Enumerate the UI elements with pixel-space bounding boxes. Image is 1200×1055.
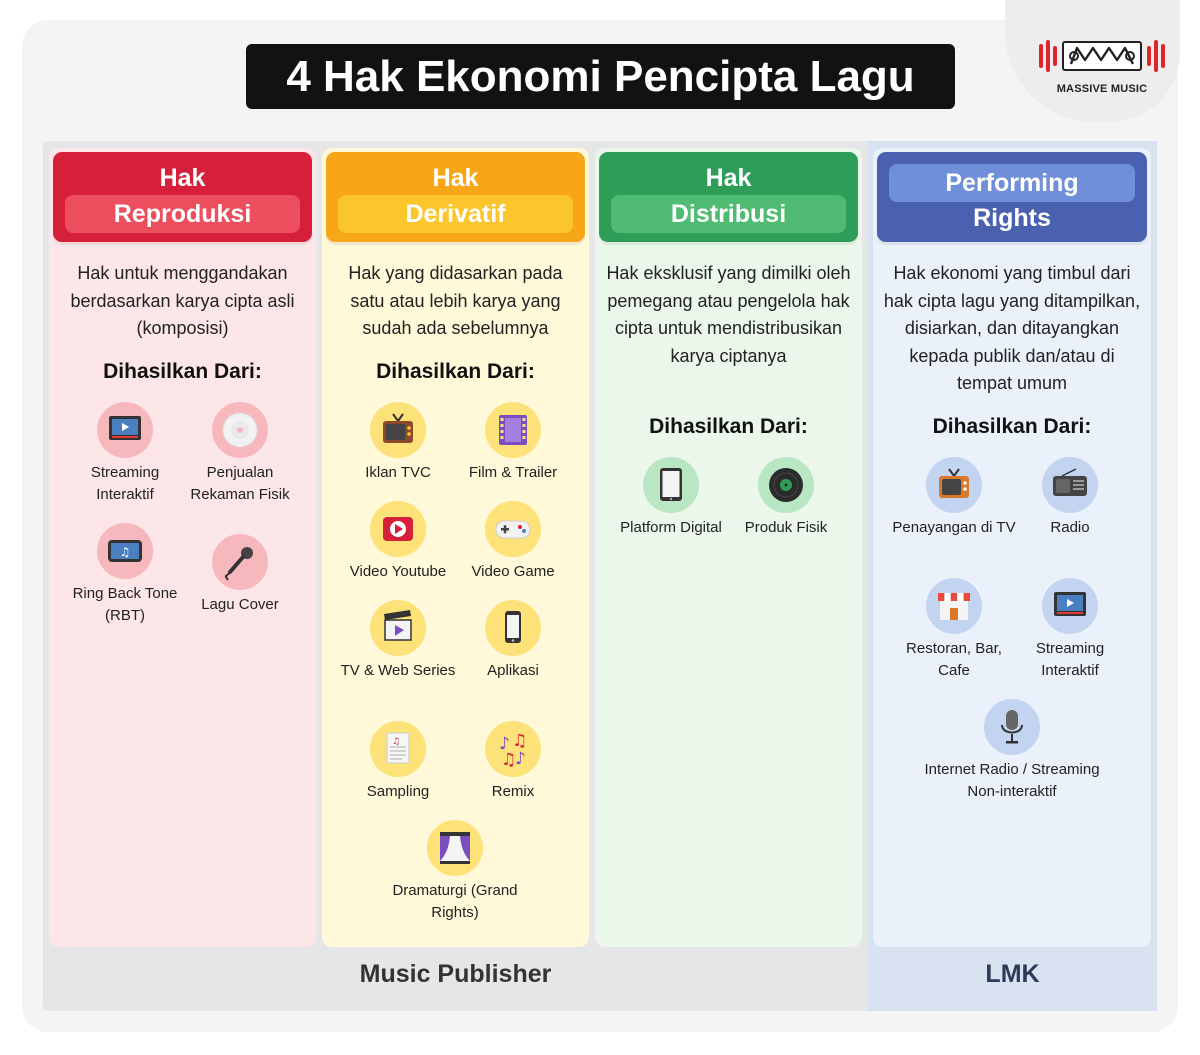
- description: Hak yang didasarkan pada satu atau lebih karya yang sudah ada sebelumnya: [348, 263, 563, 338]
- description: Hak untuk menggandakan berdasarkan karya cipta asli (komposisi): [70, 263, 295, 338]
- item-label: Iklan TVC: [365, 464, 431, 481]
- header-pill: Derivatif: [338, 195, 573, 233]
- item-dramaturgi: [390, 820, 520, 924]
- item-label: Lagu Cover: [201, 596, 279, 613]
- svg-text:♪: ♪: [515, 749, 526, 769]
- item-lagu-cover: [175, 534, 305, 616]
- tv-player-icon: [1042, 578, 1098, 634]
- header-pill: Reproduksi: [65, 195, 300, 233]
- header-line1: Hak: [159, 164, 206, 192]
- description: Hak eksklusif yang dimilki oleh pemegang atau pengelola hak cipta untuk mendistribusikan karya ciptanya: [606, 263, 851, 366]
- item-video-youtube: [333, 501, 463, 583]
- item-radio: [1005, 457, 1135, 539]
- massive-music-logo: [1032, 34, 1172, 95]
- item-label: Restoran, Bar, Cafe: [906, 640, 1002, 679]
- header-reproduksi: [53, 152, 312, 242]
- microphone-icon: [212, 534, 268, 590]
- item-platform-digital: [606, 457, 736, 539]
- retro-tv-icon: [926, 457, 982, 513]
- header-derivatif: [326, 152, 585, 242]
- header-line2: Rights: [973, 204, 1051, 232]
- item-label: Penayangan di TV: [892, 519, 1016, 536]
- logo-text: MASSIVE MUSIC: [1056, 83, 1148, 95]
- svg-text:♫: ♫: [392, 737, 401, 747]
- header-pill: Performing: [889, 164, 1135, 202]
- item-film-trailer: [448, 402, 578, 484]
- sub-heading: Dihasilkan Dari:: [649, 415, 808, 438]
- vinyl-record-icon: [758, 457, 814, 513]
- radio-icon: [1042, 457, 1098, 513]
- header-distribusi: [599, 152, 858, 242]
- item-ring-back-tone: [60, 523, 190, 627]
- header-performing-rights: [877, 152, 1147, 242]
- logo-mark: [1037, 34, 1167, 76]
- svg-text:♫: ♫: [119, 545, 131, 559]
- play-button-icon: [370, 501, 426, 557]
- tv-player-icon: [97, 402, 153, 458]
- sub-heading: Dihasilkan Dari:: [376, 360, 535, 383]
- theater-stage-icon: [427, 820, 483, 876]
- film-strip-icon: [485, 402, 541, 458]
- item-label: Video Youtube: [349, 563, 447, 580]
- item-label: Sampling: [366, 783, 430, 800]
- podcast-mic-icon: [984, 699, 1040, 755]
- item-label: Radio: [1050, 519, 1090, 536]
- item-iklan-tvc: [333, 402, 463, 484]
- item-label: Video Game: [471, 563, 555, 580]
- footer-lmk: LMK: [985, 960, 1040, 988]
- item-penayangan-di-tv: [889, 457, 1019, 539]
- cd-icon: [212, 402, 268, 458]
- item-streaming-interaktif-lmk: [1005, 578, 1135, 682]
- header-line1: Hak: [705, 164, 752, 192]
- storefront-icon: [926, 578, 982, 634]
- item-label: Aplikasi: [487, 662, 539, 679]
- item-label: Streaming Interaktif: [90, 464, 160, 503]
- gamepad-icon: [485, 501, 541, 557]
- page-title: 4 Hak Ekonomi Pencipta Lagu: [246, 44, 955, 109]
- item-label: Streaming Interaktif: [1035, 640, 1105, 679]
- column-performing-rights: [873, 148, 1151, 947]
- tablet-icon: [643, 457, 699, 513]
- item-streaming-interaktif: [60, 402, 190, 506]
- item-label: Produk Fisik: [744, 519, 828, 536]
- column-derivatif: [322, 148, 589, 947]
- svg-text:♫: ♫: [501, 750, 517, 770]
- phone-music-icon: [97, 523, 153, 579]
- sub-heading: Dihasilkan Dari:: [932, 415, 1092, 438]
- header-pill: Distribusi: [611, 195, 846, 233]
- item-label: Dramaturgi (Grand Rights): [392, 882, 518, 921]
- item-penjualan-rekaman-fisik: [175, 402, 305, 506]
- retro-tv-icon: [370, 402, 426, 458]
- item-label: TV & Web Series: [340, 662, 456, 679]
- item-label: Remix: [491, 783, 535, 800]
- item-tv-web-series: [333, 600, 463, 682]
- item-label: Platform Digital: [620, 519, 722, 536]
- column-reproduksi: [49, 148, 316, 947]
- item-remix: [448, 721, 578, 803]
- description: Hak ekonomi yang timbul dari hak cipta lagu yang ditampilkan, disiarkan, dan ditayangkan kepada publik dan/atau di tempat umum: [883, 263, 1141, 393]
- svg-text:♫: ♫: [512, 731, 528, 751]
- clapperboard-icon: [370, 600, 426, 656]
- header-line1: Hak: [432, 164, 479, 192]
- smartphone-icon: [485, 600, 541, 656]
- sheet-music-icon: [370, 721, 426, 777]
- item-video-game: [448, 501, 578, 583]
- sub-heading: Dihasilkan Dari:: [103, 360, 262, 383]
- item-produk-fisik: [721, 457, 851, 539]
- item-sampling: [333, 721, 463, 803]
- item-label: Internet Radio / Streaming Non-interaktif: [924, 761, 1100, 800]
- item-internet-radio: [922, 699, 1102, 803]
- column-distribusi: [595, 148, 862, 947]
- item-restoran-bar-cafe: [889, 578, 1019, 682]
- item-label: Penjualan Rekaman Fisik: [190, 464, 290, 503]
- svg-text:♪: ♪: [499, 734, 510, 754]
- remix-notes-icon: [485, 721, 541, 777]
- item-aplikasi: [448, 600, 578, 682]
- item-label: Film & Trailer: [468, 464, 558, 481]
- item-label: Ring Back Tone (RBT): [72, 585, 178, 624]
- footer-music-publisher: Music Publisher: [359, 960, 552, 988]
